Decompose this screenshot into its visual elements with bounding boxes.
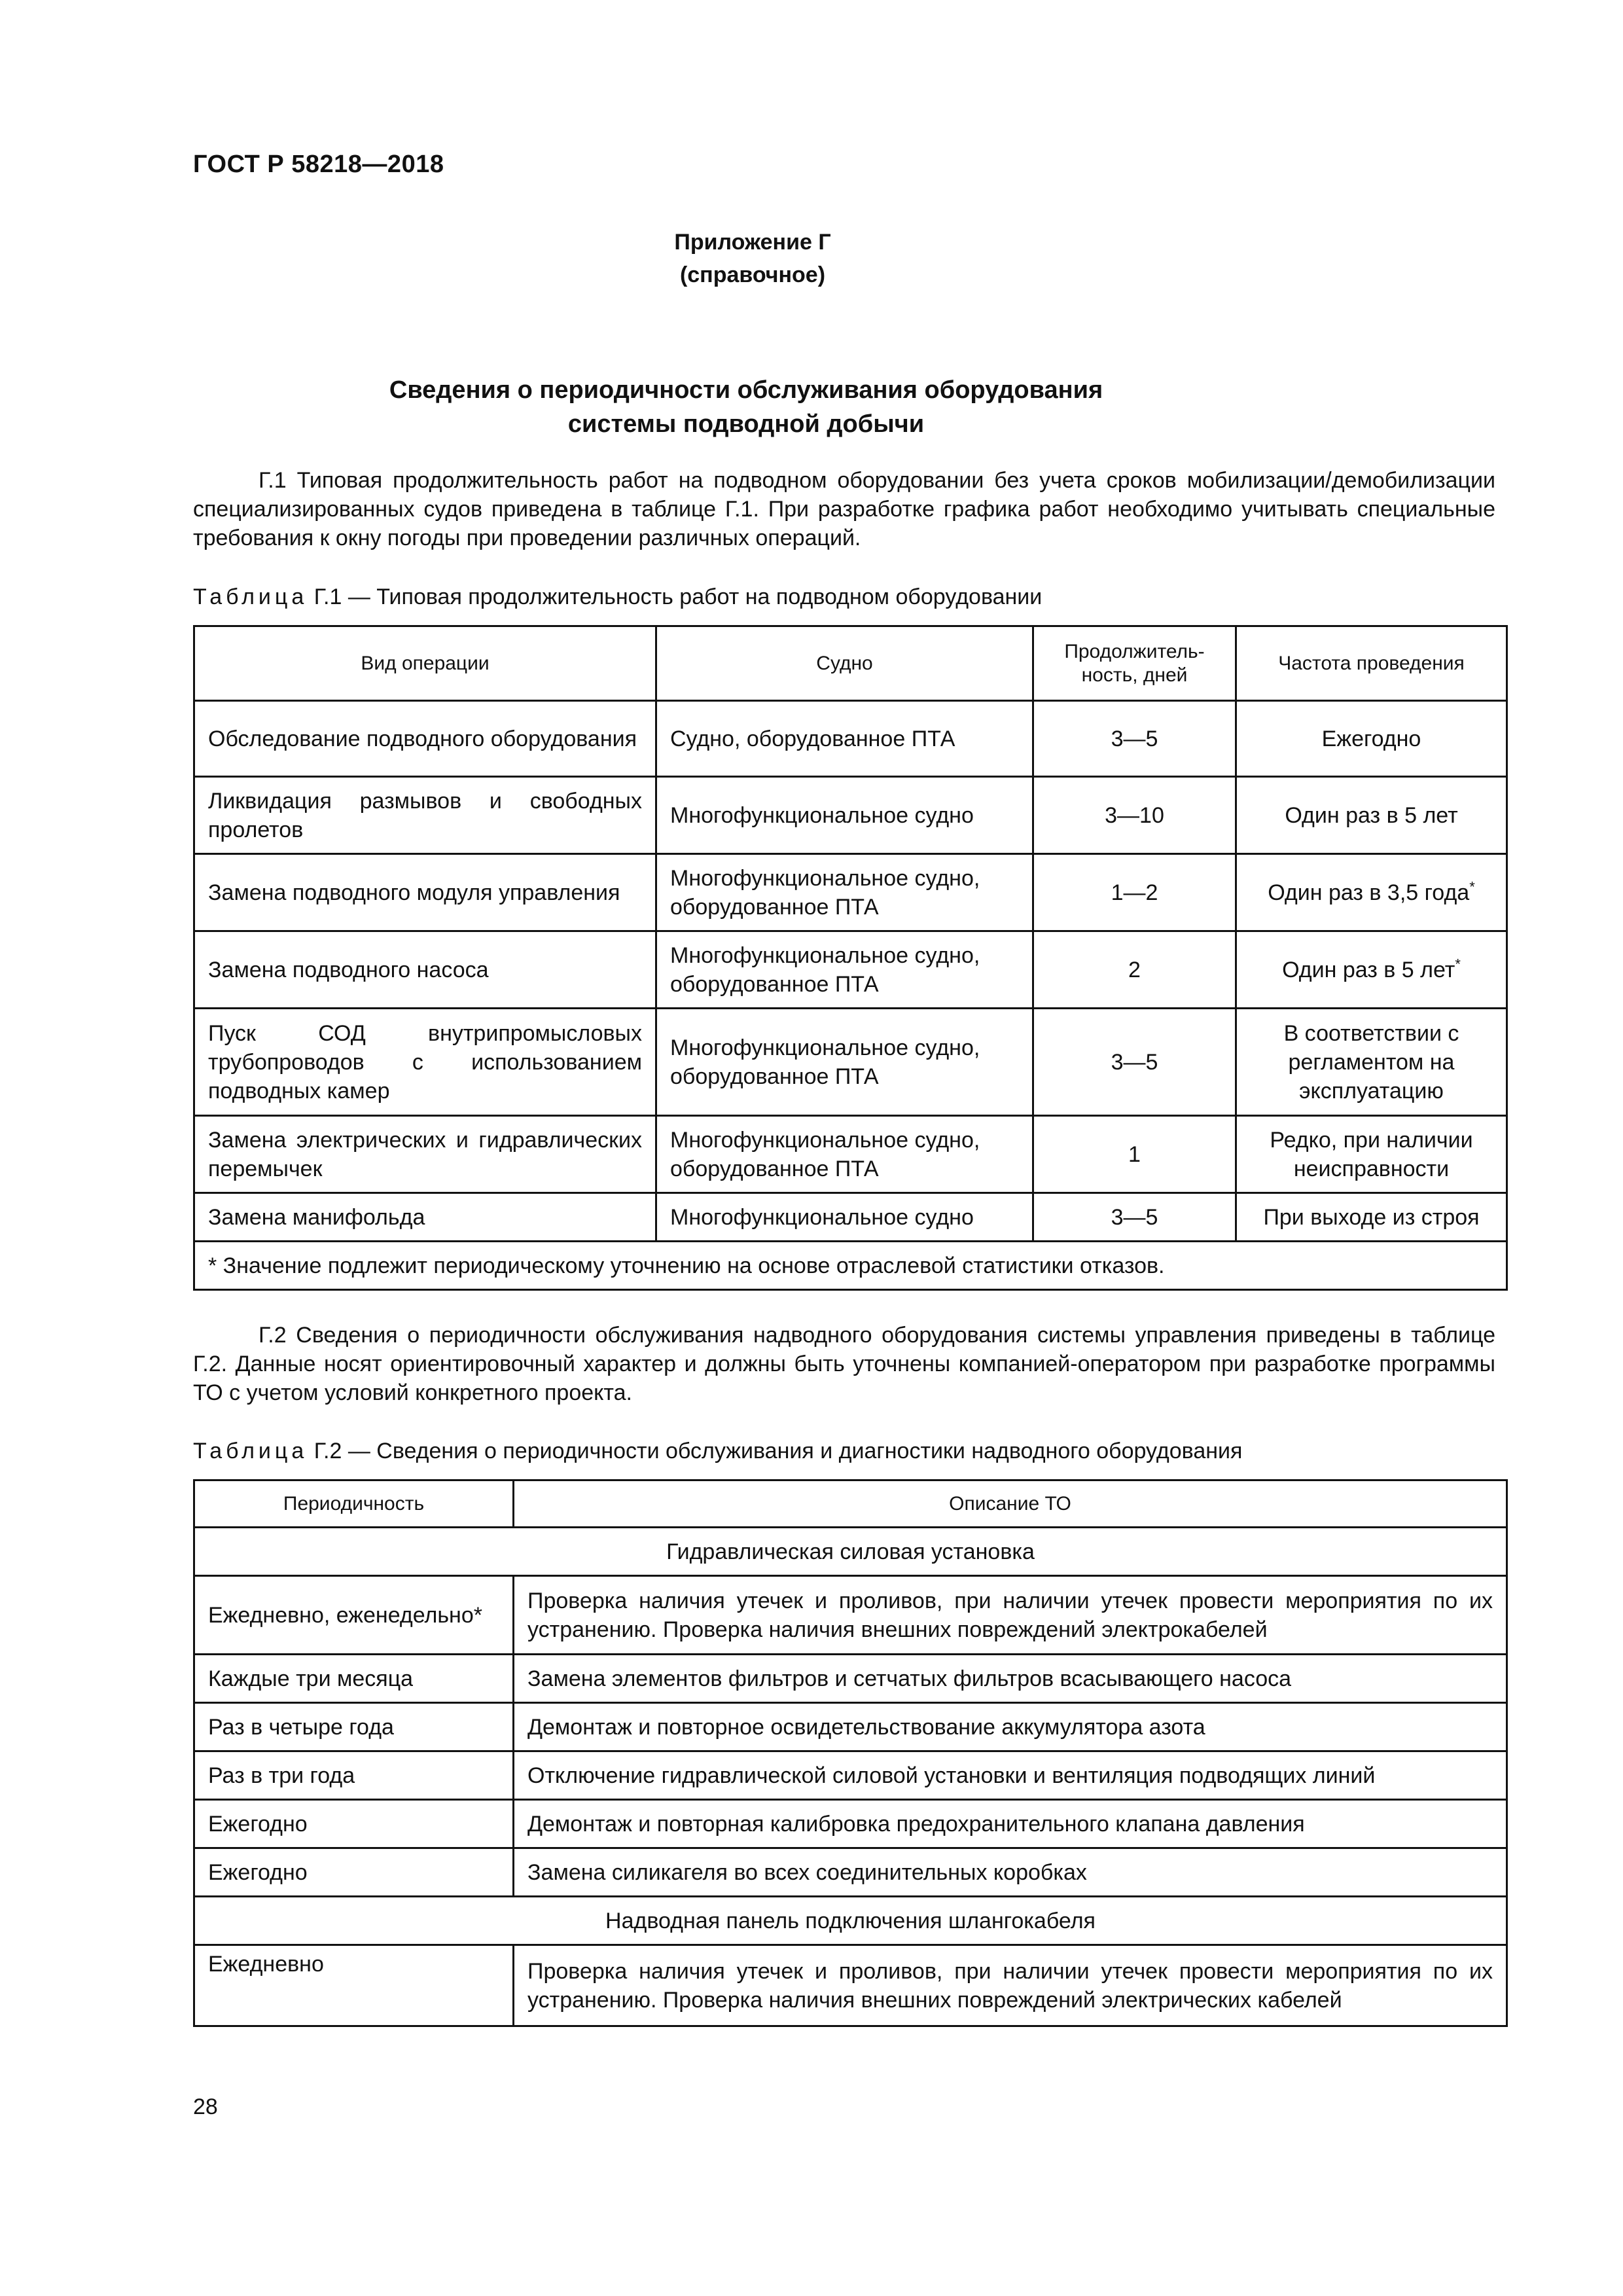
table-row: [194, 1009, 1507, 1116]
table-row: [194, 931, 1507, 1009]
description-cell: Отключение гидравлической силовой установки и вентиляция подводящих линий: [514, 1751, 1507, 1800]
group-heading-hydraulic-unit: Гидравлическая силовая установка: [194, 1528, 1507, 1576]
paragraph-g1: [193, 466, 1495, 552]
duration-cell: 3—5: [1033, 701, 1236, 777]
table2-caption: [193, 1439, 1242, 1464]
table1-caption-prefix: Таблица: [193, 584, 308, 609]
operation-cell: Ликвидация размывов и свободных пролетов: [194, 777, 656, 854]
table-row: [194, 1116, 1507, 1193]
table1-header-duration: Продолжитель-ность, дней: [1033, 626, 1236, 701]
period-cell: Раз в три года: [194, 1751, 514, 1800]
table-row: [194, 1848, 1507, 1897]
vessel-cell: Многофункциональное судно, оборудованное ПТА: [656, 1009, 1033, 1116]
description-cell: Проверка наличия утечек и проливов, при наличии утечек провести мероприятия по их устранению. Проверка наличия внешних повреждений электрокабелей: [514, 1576, 1507, 1655]
vessel-cell: Многофункциональное судно, оборудованное ПТА: [656, 931, 1033, 1009]
paragraph-g1-text: Г.1 Типовая продолжительность работ на подводном оборудовании без учета сроков мобилизации/демобилизации специализированных судов приведена в таблице Г.1. При разработке графика работ необходимо учитывать специальные требования к окну погоды при проведении различных операций.: [193, 468, 1495, 550]
period-cell: Каждые три месяца: [194, 1655, 514, 1703]
vessel-cell: Многофункциональное судно, оборудованное ПТА: [656, 854, 1033, 931]
operation-cell: Обследование подводного оборудования: [194, 701, 656, 777]
table1-header-vessel: Судно: [656, 626, 1033, 701]
description-cell: Демонтаж и повторная калибровка предохранительного клапана давления: [514, 1800, 1507, 1848]
footnote-mark: *: [1469, 878, 1475, 895]
frequency-cell: [1236, 701, 1507, 777]
table2: [193, 1479, 1508, 2027]
table-row: [194, 1751, 1507, 1800]
table-row: [194, 1655, 1507, 1703]
table2-header-period: Периодичность: [194, 1480, 514, 1528]
section-title: [0, 373, 1623, 441]
frequency-text: Один раз в 5 лет: [1282, 957, 1455, 982]
frequency-cell: [1236, 1009, 1507, 1116]
description-cell: Замена силикагеля во всех соединительных коробках: [514, 1848, 1507, 1897]
table-row: [194, 1193, 1507, 1242]
period-cell: Раз в четыре года: [194, 1703, 514, 1751]
frequency-cell: [1236, 777, 1507, 854]
table2-header-description: Описание ТО: [514, 1480, 1507, 1528]
operation-cell: Замена электрических и гидравлических перемычек: [194, 1116, 656, 1193]
duration-cell: 3—5: [1033, 1009, 1236, 1116]
duration-cell: 3—10: [1033, 777, 1236, 854]
frequency-cell: [1236, 854, 1507, 931]
frequency-text: При выходе из строя: [1263, 1204, 1480, 1230]
frequency-text: Один раз в 3,5 года: [1268, 880, 1470, 905]
table2-group-row: [194, 1897, 1507, 1945]
table-row: [194, 1800, 1507, 1848]
duration-cell: 1—2: [1033, 854, 1236, 931]
group-heading-umbilical-panel: Надводная панель подключения шлангокабеля: [194, 1897, 1507, 1945]
table-row: [194, 1703, 1507, 1751]
description-cell: Проверка наличия утечек и проливов, при наличии утечек провести мероприятия по их устранению. Проверка наличия внешних повреждений электрических кабелей: [514, 1945, 1507, 2026]
period-cell: Ежедневно: [194, 1945, 514, 2026]
period-cell: Ежегодно: [194, 1848, 514, 1897]
appendix-heading: [0, 226, 1623, 291]
footnote-mark: *: [1455, 956, 1461, 973]
description-cell: Демонтаж и повторное освидетельствование аккумулятора азота: [514, 1703, 1507, 1751]
operation-cell: Замена подводного насоса: [194, 931, 656, 1009]
table-row: [194, 854, 1507, 931]
table1-header-frequency: Частота проведения: [1236, 626, 1507, 701]
table-row: [194, 777, 1507, 854]
table1-header-operation: Вид операции: [194, 626, 656, 701]
section-title-line2: системы подводной добычи: [567, 410, 925, 438]
document-code: ГОСТ Р 58218—2018: [193, 151, 444, 178]
paragraph-g2: [193, 1321, 1495, 1407]
page-number: 28: [193, 2094, 218, 2119]
operation-cell: Пуск СОД внутрипромысловых трубопроводов с использованием подводных камер: [194, 1009, 656, 1116]
vessel-cell: Судно, оборудованное ПТА: [656, 701, 1033, 777]
vessel-cell: Многофункциональное судно: [656, 1193, 1033, 1242]
section-title-line1: Сведения о периодичности обслуживания оборудования: [389, 376, 1103, 404]
period-cell: Ежедневно, еженедельно*: [194, 1576, 514, 1655]
operation-cell: Замена манифольда: [194, 1193, 656, 1242]
table1-caption-text: Г.1 — Типовая продолжительность работ на подводном оборудовании: [308, 584, 1043, 609]
appendix-title: Приложение Г: [674, 230, 831, 255]
appendix-kind: (справочное): [679, 262, 826, 287]
table-row: [194, 1945, 1507, 2026]
table2-group-row: [194, 1528, 1507, 1576]
table1-footnote-row: [194, 1242, 1507, 1290]
frequency-cell: [1236, 1116, 1507, 1193]
table-row: [194, 701, 1507, 777]
description-cell: Замена элементов фильтров и сетчатых фильтров всасывающего насоса: [514, 1655, 1507, 1703]
duration-cell: 1: [1033, 1116, 1236, 1193]
table2-caption-prefix: Таблица: [193, 1439, 308, 1463]
table1: [193, 625, 1508, 1291]
duration-cell: 2: [1033, 931, 1236, 1009]
frequency-text: Один раз в 5 лет: [1285, 802, 1458, 828]
frequency-text: Ежегодно: [1321, 726, 1421, 751]
frequency-cell: [1236, 1193, 1507, 1242]
duration-cell: 3—5: [1033, 1193, 1236, 1242]
vessel-cell: Многофункциональное судно: [656, 777, 1033, 854]
vessel-cell: Многофункциональное судно, оборудованное ПТА: [656, 1116, 1033, 1193]
table2-header-row: [194, 1480, 1507, 1528]
table-row: [194, 1576, 1507, 1655]
table1-footnote: * Значение подлежит периодическому уточнению на основе отраслевой статистики отказов.: [194, 1242, 1507, 1290]
table2-caption-text: Г.2 — Сведения о периодичности обслуживания и диагностики надводного оборудования: [308, 1439, 1243, 1463]
table1-caption: [193, 584, 1042, 610]
period-cell: Ежегодно: [194, 1800, 514, 1848]
frequency-text: В соответствии с регламентом на эксплуатацию: [1283, 1020, 1459, 1103]
operation-cell: Замена подводного модуля управления: [194, 854, 656, 931]
frequency-cell: [1236, 931, 1507, 1009]
table1-header-row: [194, 626, 1507, 701]
paragraph-g2-text: Г.2 Сведения о периодичности обслуживания надводного оборудования системы управления приведены в таблице Г.2. Данные носят ориентировочный характер и должны быть уточнены компанией-оператором при разработке программы ТО с учетом условий конкретного проекта.: [193, 1323, 1495, 1405]
frequency-text: Редко, при наличии неисправности: [1270, 1127, 1473, 1181]
